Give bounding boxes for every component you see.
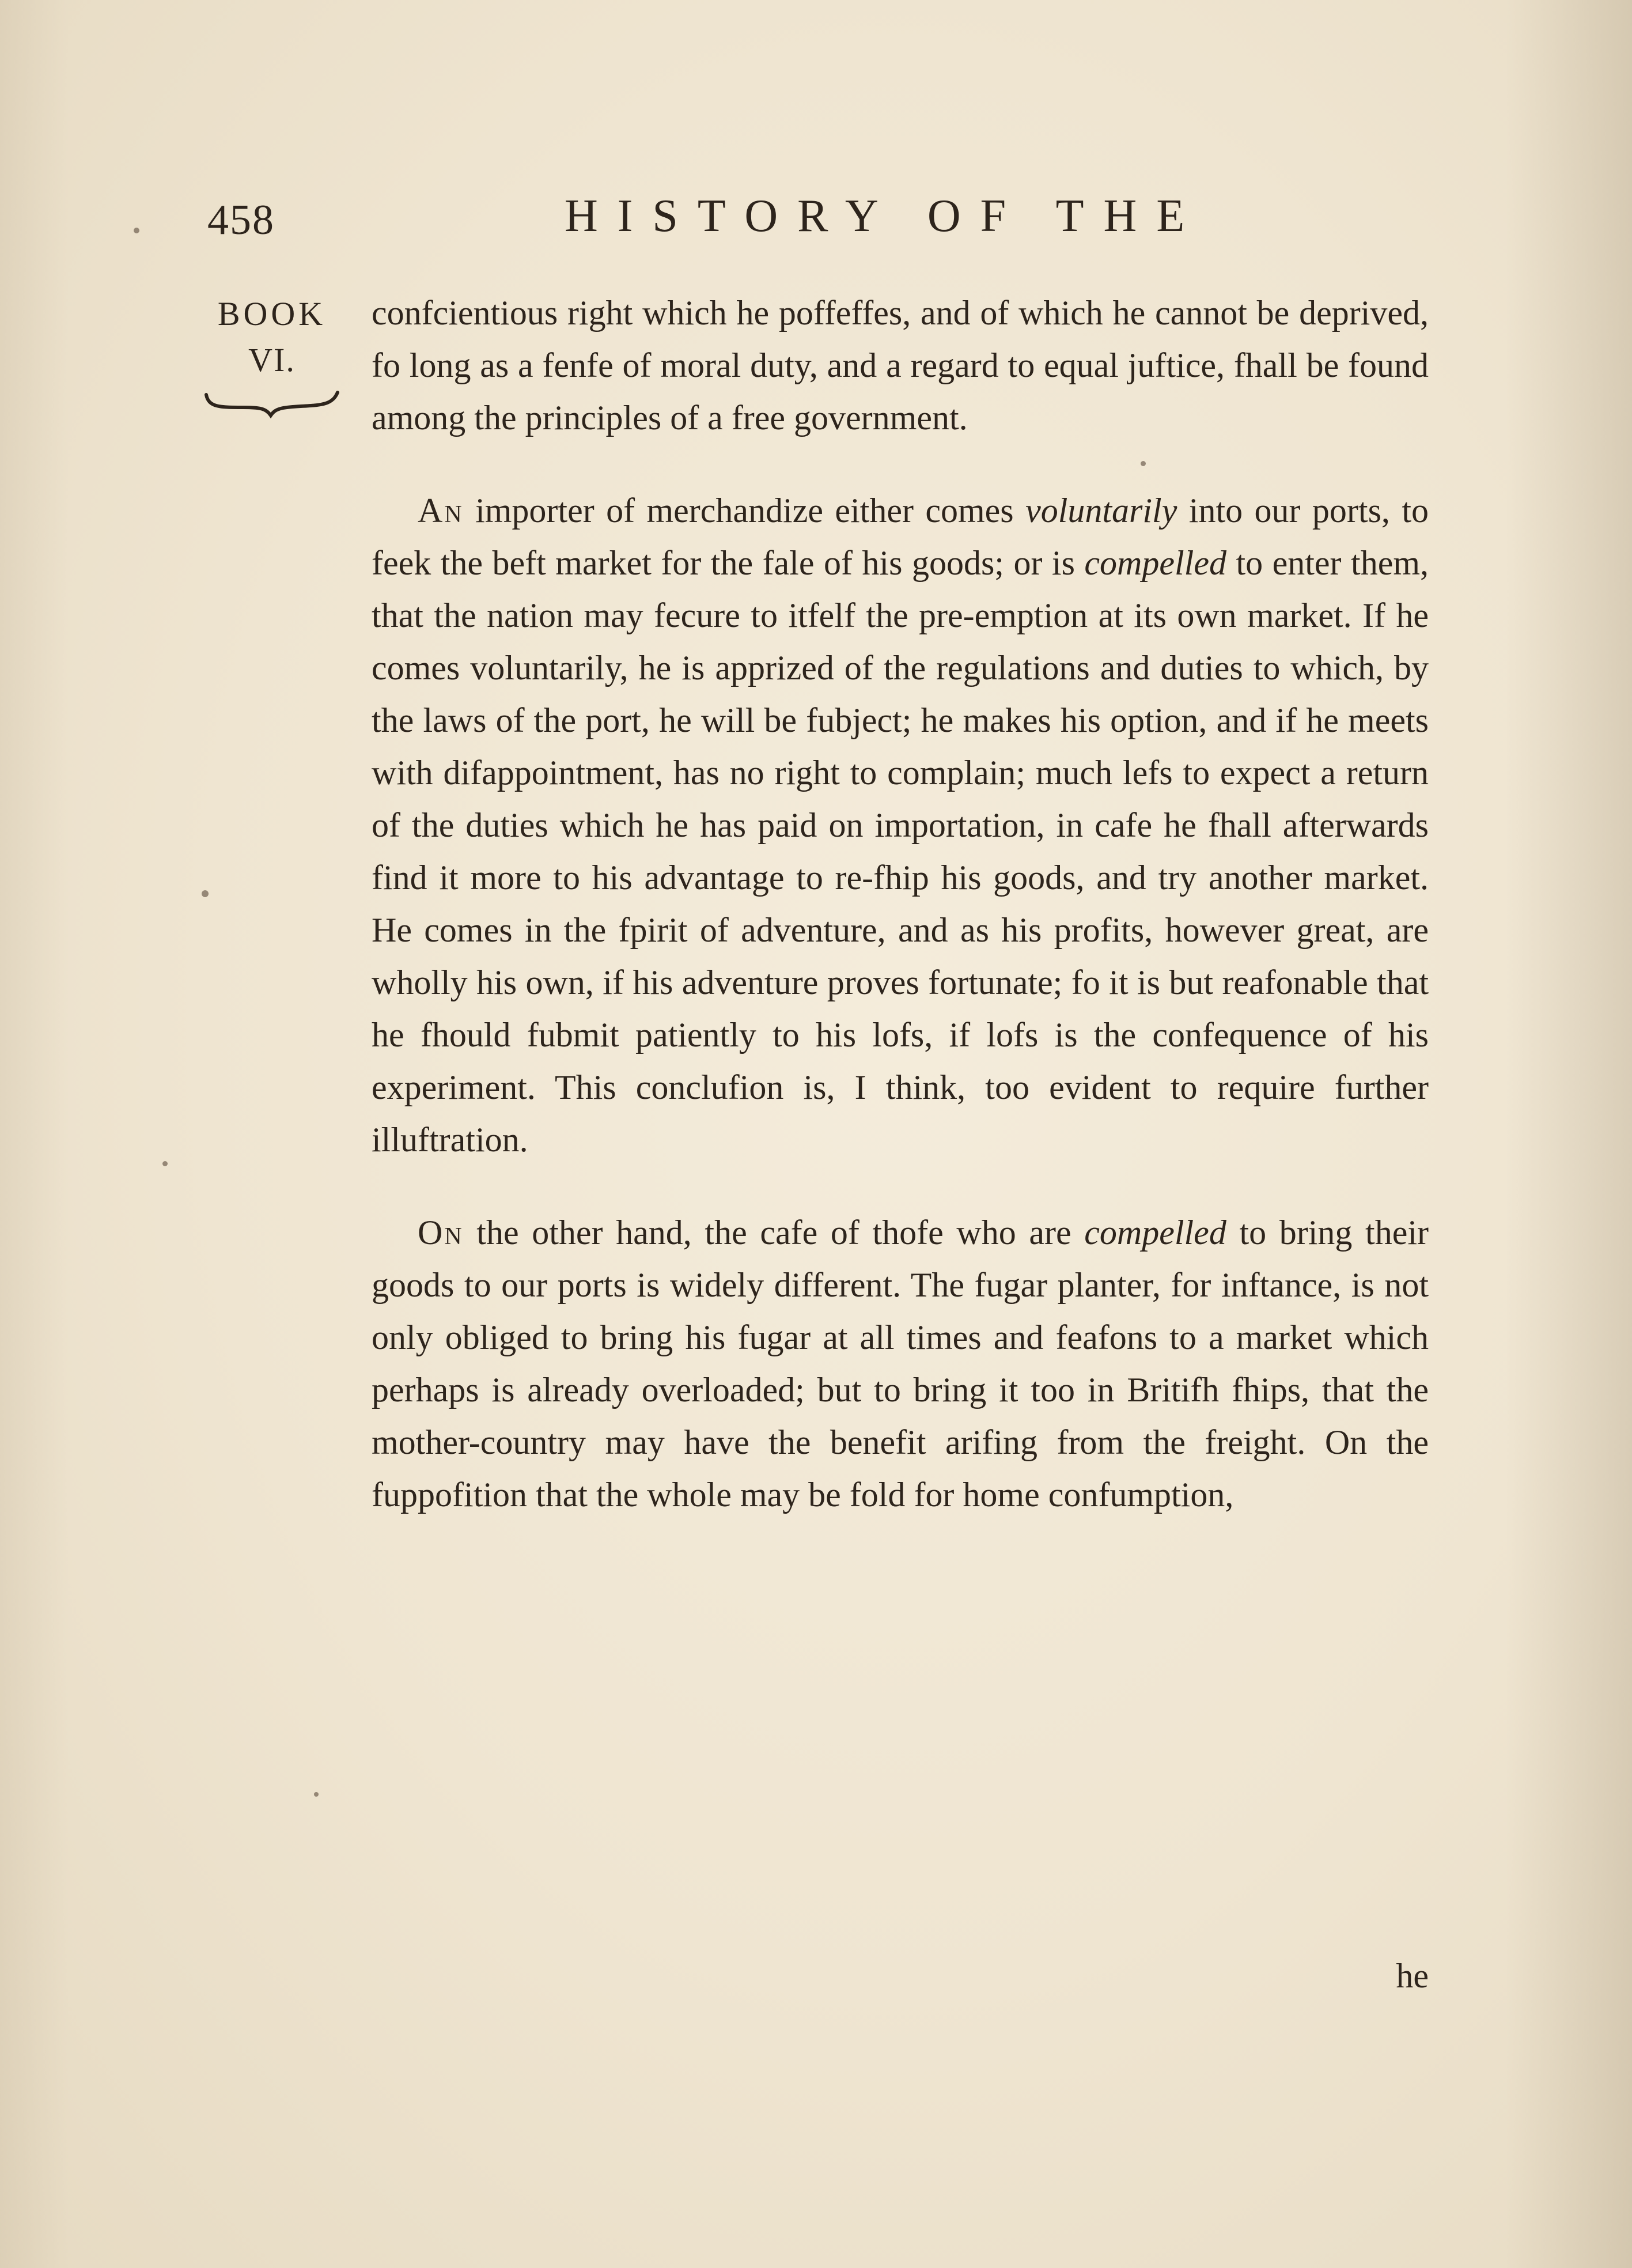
emphasis-compelled: compelled [1084, 544, 1226, 582]
page-edge-shadow [0, 0, 69, 2268]
paragraph-2-text-b: into our ports, to feek the beft market for the fale of his goods; or is [372, 492, 1429, 582]
paragraph-2-text-a: importer of merchandize either comes [463, 492, 1026, 530]
paper-speck [202, 890, 209, 897]
paragraph-3-lead: On [418, 1214, 464, 1252]
paragraph-3 [372, 1207, 1429, 1521]
emphasis-compelled-2: compelled [1084, 1214, 1226, 1252]
body-text [372, 287, 1429, 1521]
paragraph-2-lead: An [418, 492, 464, 530]
paper-speck [134, 228, 139, 233]
volume-label: VI. [248, 341, 296, 379]
paragraph-3-text-a: the other hand, the cafe of thofe who are [463, 1214, 1085, 1252]
paper-speck [1141, 461, 1146, 466]
paragraph-3-text-b: to bring their goods to our ports is widely different. The fugar planter, for inftance, is not only obliged to bring his fugar at all times and feafons to a market which perhaps is already overloaded; but to bring it too in Britifh fhips, that the mother-country may have the benefit arifing from the freight. On the fuppofition that the whole may be fold for home confumption, [372, 1214, 1429, 1514]
paragraph-2 [372, 485, 1429, 1166]
catchword: he [1396, 1957, 1429, 1995]
running-head [207, 190, 1434, 254]
page-number: 458 [207, 196, 275, 244]
running-title: HISTORY OF THE [565, 191, 1205, 241]
margin-note [203, 291, 341, 419]
paper-speck [314, 1792, 319, 1797]
brace-ornament [203, 384, 341, 419]
paper-speck [162, 1161, 168, 1166]
book-label: BOOK [217, 295, 327, 332]
paragraph-2-text-c: to enter them, that the nation may fecure to itfelf the pre-emption at its own market. If he comes voluntarily, he is apprized of the regulations and duties to which, by the laws of the port, he will be fubject; he makes his option, and if he meets with difappointment, has no right to complain; much lefs to expect a return of the duties which he has paid on importation, in cafe he fhall afterwards find it more to his advantage to re-fhip his goods, and try another market. He comes in the fpirit of adventure, and as his profits, however great, are wholly his own, if his adventure proves fortunate; fo it is but reafonable that he fhould fubmit patiently to his lofs, if lofs is the confequence of his experiment. This conclufion is, I think, too evident to require further illuftration. [372, 544, 1429, 1159]
emphasis-voluntarily: voluntarily [1025, 492, 1177, 530]
paragraph-1: confcientious right which he poffeffes, and of which he cannot be deprived, fo long as a fenfe of moral duty, and a regard to equal juftice, fhall be found among the principles of a free government. [372, 294, 1429, 437]
gutter-shadow [1505, 0, 1632, 2268]
